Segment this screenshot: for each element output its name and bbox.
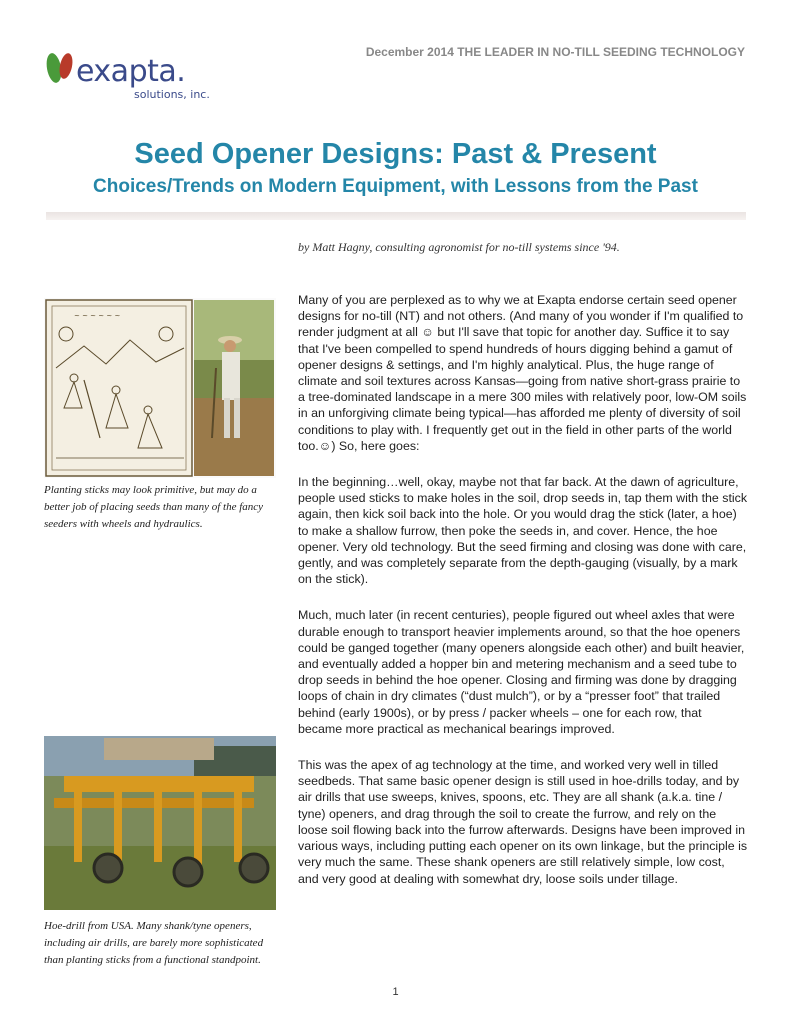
- figure-caption-2: Hoe-drill from USA. Many shank/tyne openers, including air drills, are barely more sophisticated than planting sticks from a functional standpoint.: [44, 920, 264, 966]
- article-body: [298, 292, 748, 907]
- header-tagline: December 2014 THE LEADER IN NO-TILL SEEDING TECHNOLOGY: [365, 45, 745, 59]
- company-logo: [42, 48, 212, 101]
- logo-subtext: solutions, inc.: [134, 88, 210, 101]
- title-divider: [46, 212, 746, 220]
- paragraph-1: Many of you are perplexed as to why we at Exapta endorse certain seed opener designs for no-till (NT) and not others. (And many of you wonder if I'm qualified to render judgment at all ☺ but I'll save that topic for another day. Suffice it to say that I've been compelled to spend hundreds of hours digging behind a gamut of opener designs & settings, and I'm highly analytical. Plus, the huge range of climate and soil textures across Kansas—going from native short-grass prairie to a tree-dominated landscape in a mere 300 miles with relatively poor, low-OM soils in an unforgiving climate being typical—has afforded me plenty of diversity of soil conditions to play with. I frequently get out in the field in other parts of the world too.☺) So, here goes:: [298, 293, 747, 453]
- page-title: Seed Opener Designs: Past & Present: [134, 138, 657, 170]
- page-number: 1: [392, 986, 399, 998]
- paragraph-4: This was the apex of ag technology at the time, and worked very well in tilled seedbeds. That same basic opener design is still used in hoe-drills today, and by air drills that use sweeps, knives, spoons, etc. They are all shank (a.k.a. tine / tyne) openers, and drag through the soil to create the furrow, and rely on the loose soil flowing back into the furrow afterwards. Designs have been improved in various ways, including putting each opener on its own linkage, but the principle is very much the same. These shank openers are still relatively simple, low cost, and very good at dealing with somewhat dry, loose soils under tillage.: [298, 758, 748, 886]
- logo-wordmark: exapta.: [76, 54, 186, 89]
- page-subtitle: Choices/Trends on Modern Equipment, with Lessons from the Past: [93, 176, 698, 197]
- planting-sticks-photo: [44, 298, 276, 478]
- svg-text:~ ~ ~ ~ ~ ~: ~ ~ ~ ~ ~ ~: [74, 312, 121, 320]
- paragraph-3: Much, much later (in recent centuries), people figured out wheel axles that were durable enough to transport heavier implements around, so that the hoe openers could be ganged together (many openers alongside each other) and built heavier, and eventually added a hopper bin and metering mechanism and a seed tube to drop seeds in behind the hoe opener. Closing and firming was done by dragging loops of chain in dry climates (“dust mulch”), or by a “presser foot” that trailed behind (early 1900s), or by press / packer wheels – one for each row, that became more practical as mechanical bearings improved.: [298, 608, 745, 736]
- byline: by Matt Hagny, consulting agronomist for no-till systems since '94.: [298, 240, 620, 254]
- paragraph-2: In the beginning…well, okay, maybe not that far back. At the dawn of agriculture, people used sticks to make holes in the soil, drop seeds in, tap them with the stick again, then kick soil back into the hole. Or you would drag the stick (later, a hoe) to make a shallow furrow, then poke the seeds in, and cover. Hence, the hoe opener. Very old technology. But the seed firming and closing was done with care, gently, and was completely separate from the depth-gauging (visually, by a mark on the stick).: [298, 475, 748, 587]
- hoe-drill-photo: [44, 736, 276, 910]
- figure-caption-1: Planting sticks may look primitive, but may do a better job of placing seeds than many of the fancy seeders with wheels and hydraulics.: [44, 484, 264, 530]
